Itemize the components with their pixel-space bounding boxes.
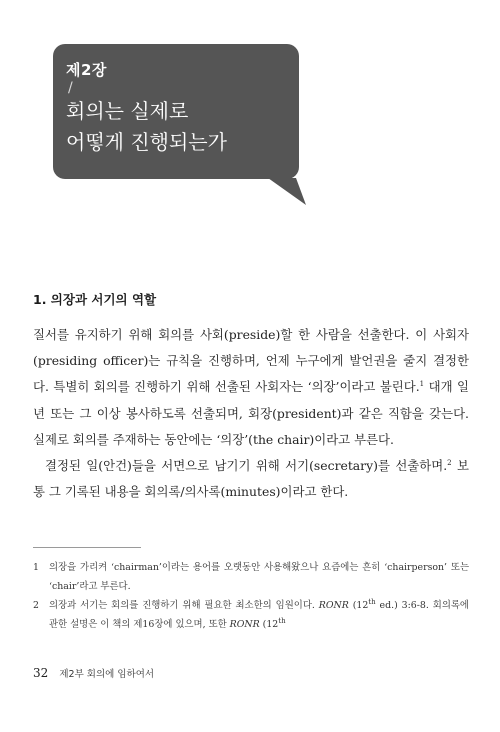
footnote-number: 2 [33, 600, 39, 611]
chapter-label: 제2장 [66, 61, 107, 79]
running-head: 제2부 회의에 임하여서 [59, 669, 155, 680]
page-footer [33, 662, 154, 681]
footnote-divider [33, 547, 141, 548]
ronr-citation: RONR [318, 600, 349, 611]
page-number: 32 [33, 666, 49, 680]
paragraph-2-text-b: 보통 그 기록된 내용을 회의록/의사록(minutes)이라고 한다. [33, 458, 469, 500]
ronr-citation: RONR [229, 619, 260, 630]
paragraph-1-text-b: 대개 일 년 또는 그 이상 봉사하도록 선출되며, 회장(president)과 같은 직함을 갖는다. 실제로 회의를 주재하는 동안에는 ‘의장’(the chair)이라고 부른다. [33, 379, 469, 447]
paragraph-2-text-a: 결정된 일(안건)들을 서면으로 남기기 위해 서기(secretary)를 선출하며. [45, 458, 448, 474]
paragraph-1-text-a: 질서를 유지하기 위해 회의를 사회(preside)할 한 사람을 선출한다. 이 사회자(presiding officer)는 규칙을 진행하며, 언제 누구에게 발언권을 줄지 결정한다. 특별히 회의를 진행하기 위해 선출된 사회자는 ‘의장’이라고 불린다. [33, 327, 469, 395]
chapter-title-line-1: 회의는 실제로 [66, 99, 189, 123]
body-text [33, 322, 469, 505]
paragraph-2 [33, 453, 469, 505]
section-heading: 1. 의장과 서기의 역할 [33, 292, 157, 307]
paragraph-1 [33, 322, 469, 453]
chapter-slash: / [68, 80, 73, 96]
footnote-ref-1: 1 [419, 380, 425, 389]
footnote-1 [33, 558, 469, 596]
footnote-text: 의장과 서기는 회의를 진행하기 위해 필요한 최소한의 임원이다. RONR (12th ed.) 3:6-8. 회의록에 관한 설명은 이 책의 제16장에 있으며, 또한 RONR (12th [49, 597, 469, 630]
footnotes [33, 558, 469, 634]
footnote-number: 1 [33, 562, 39, 573]
chapter-title-line-2: 어떻게 진행되는가 [66, 130, 227, 154]
footnote-ref-2: 2 [447, 458, 452, 467]
footnote-2 [33, 596, 469, 634]
chapter-title [66, 96, 227, 158]
footnote-text: 의장을 가리켜 ‘chairman’이라는 용어를 오랫동안 사용해왔으나 요즘에는 흔히 ‘chairperson’ 또는 ‘chair’라고 부른다. [49, 562, 469, 592]
